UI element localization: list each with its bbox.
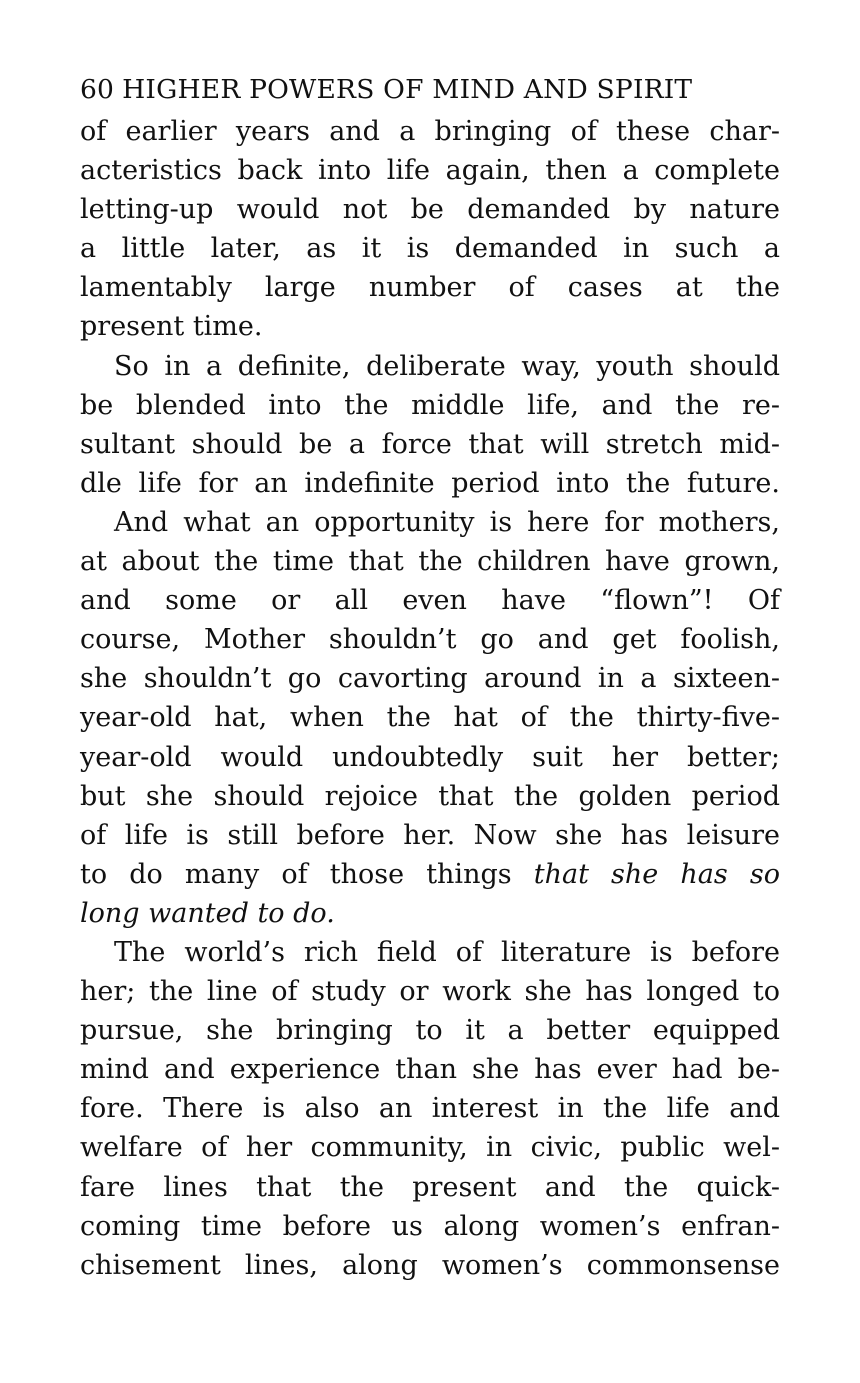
text-line	[80, 1207, 780, 1246]
text-line	[80, 542, 780, 581]
text-line-content: be blended into the middle life, and the re-	[80, 389, 780, 421]
text-line-content: her; the line of study or work she has longed to	[80, 976, 780, 1008]
text-line-content: fore. There is also an interest in the life and	[80, 1093, 780, 1125]
text-line	[80, 620, 780, 659]
text-line	[80, 816, 780, 855]
text-line	[80, 151, 780, 190]
text-line	[80, 425, 780, 464]
running-header	[80, 68, 780, 112]
text-line-content: course, Mother shouldn’t go and get foolish,	[80, 624, 780, 656]
text-line	[80, 659, 780, 698]
text-line-content: pursue, she bringing to it a better equipped	[80, 1015, 780, 1047]
text-line	[80, 1050, 780, 1089]
text-line	[80, 229, 780, 268]
text-line	[80, 1246, 780, 1285]
text-line	[80, 1011, 780, 1050]
text-line-content: And what an opportunity is here for mothers,	[114, 506, 780, 538]
text-line	[80, 894, 780, 933]
page-number: 60	[80, 74, 115, 105]
body-text	[80, 112, 780, 1285]
text-line-content: mind and experience than she has ever had be-	[80, 1054, 780, 1086]
text-line-content: year-old hat, when the hat of the thirty-five-	[80, 702, 780, 734]
text-line-content: welfare of her community, in civic, public wel-	[80, 1132, 780, 1164]
text-line	[80, 581, 780, 620]
text-line-content: So in a definite, deliberate way, youth should	[114, 350, 780, 382]
text-line	[80, 738, 780, 777]
text-line-content: to do many of those things	[80, 858, 512, 890]
text-line	[80, 347, 780, 386]
running-title: HIGHER POWERS OF MIND AND SPIRIT	[122, 74, 693, 105]
text-line	[80, 698, 780, 737]
text-line-content: of earlier years and a bringing of these char-	[80, 116, 780, 147]
text-line	[80, 386, 780, 425]
text-line-content: she shouldn’t go cavorting around in a sixteen-	[80, 663, 780, 695]
text-line-content: acteristics back into life again, then a complete	[80, 155, 780, 187]
text-line	[80, 190, 780, 229]
text-line	[80, 307, 780, 346]
text-line-content: sultant should be a force that will stretch mid-	[80, 428, 780, 460]
text-line	[80, 464, 780, 503]
text-line	[80, 1168, 780, 1207]
text-line-content: dle life for an indefinite period into the future.	[80, 467, 780, 499]
text-line-content: at about the time that the children have grown,	[80, 546, 780, 578]
text-line	[80, 112, 780, 151]
text-line-content: and some or all even have “flown”! Of	[80, 585, 780, 617]
text-line-content: fare lines that the present and the quick-	[80, 1171, 780, 1203]
text-line-content: a little later, as it is demanded in such a	[80, 233, 780, 265]
book-page	[80, 68, 780, 1285]
text-line-content: letting-up would not be demanded by nature	[80, 194, 780, 226]
text-line-content: chisement lines, along women’s commonsense	[80, 1249, 780, 1281]
text-line-content: The world’s rich field of literature is before	[114, 936, 780, 968]
text-line	[80, 503, 780, 542]
text-line-content: lamentably large number of cases at the	[80, 272, 780, 304]
text-line-content: coming time before us along women’s enfran-	[80, 1210, 780, 1242]
text-line	[80, 777, 780, 816]
text-line-content: but she should rejoice that the golden period	[80, 780, 780, 812]
italic-emphasis: that she has so	[533, 858, 780, 890]
text-line	[80, 1128, 780, 1167]
text-line	[80, 268, 780, 307]
text-line	[80, 972, 780, 1011]
text-line-content: present time.	[80, 311, 263, 343]
text-line	[80, 855, 780, 894]
text-line-content: of life is still before her. Now she has leisure	[80, 819, 780, 851]
italic-emphasis: long wanted to do.	[80, 897, 335, 929]
text-line	[80, 1089, 780, 1128]
text-line-content: year-old would undoubtedly suit her better;	[80, 741, 780, 773]
text-line	[80, 933, 780, 972]
